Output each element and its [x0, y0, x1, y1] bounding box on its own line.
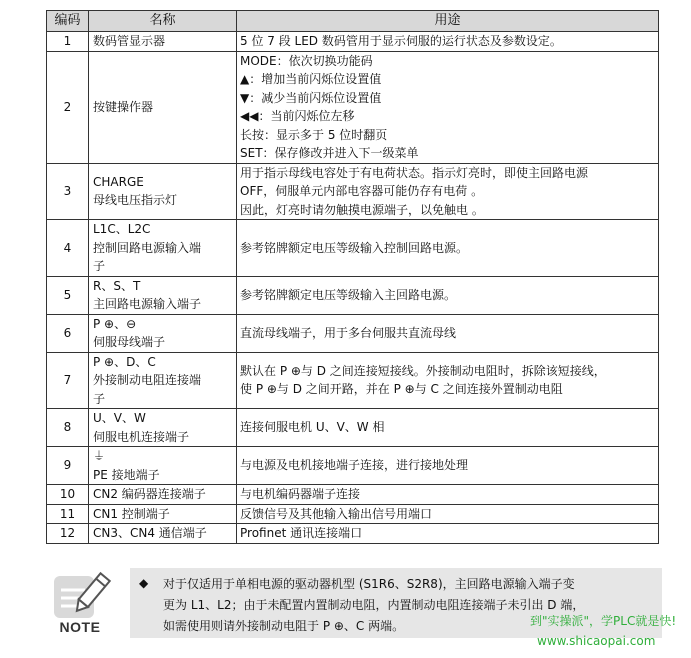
cell-name-line: P ⊕、⊖ — [93, 316, 137, 331]
cell-name-line: 主回路电源输入端子 — [93, 297, 202, 311]
cell-code: 11 — [47, 504, 89, 524]
table-row — [47, 504, 659, 524]
cell-name — [89, 352, 237, 409]
note-line: 如需使用则请外接制动电阻于 P ⊕、C 两端。 — [163, 619, 405, 633]
cell-name-line: 控制回路电源输入端 — [93, 240, 202, 255]
cell-name — [89, 276, 237, 314]
cell-name-line: 伺服电机连接端子 — [93, 429, 190, 444]
cell-usage — [237, 220, 659, 277]
cell-usage-line: ◀◀：当前闪烁位左移 — [240, 109, 355, 123]
table-row — [47, 409, 659, 447]
cell-name-line: 数码管显示器 — [93, 34, 166, 48]
cell-name — [89, 51, 237, 163]
cell-usage — [237, 409, 659, 447]
cell-usage-line: 5 位 7 段 LED 数码管用于显示伺服的运行状态及参数设定。 — [240, 34, 562, 48]
cell-usage-line: ▼：减少当前闪烁位设置值 — [240, 90, 382, 105]
cell-code: 1 — [47, 32, 89, 52]
cell-code: 6 — [47, 314, 89, 352]
cell-usage-line: SET：保存修改并进入下一级菜单 — [240, 146, 419, 160]
cell-name-line: PE 接地端子 — [93, 467, 160, 482]
cell-name-line: CN3、CN4 通信端子 — [93, 526, 207, 540]
table-body — [47, 32, 659, 544]
cell-code: 2 — [47, 51, 89, 163]
cell-code: 7 — [47, 352, 89, 409]
note-line: 更为 L1、L2；由于未配置内置制动电阻，内置制动电阻连接端子未引出 D 端， — [163, 598, 585, 612]
table-row — [47, 163, 659, 220]
cell-code: 4 — [47, 220, 89, 277]
cell-code: 8 — [47, 409, 89, 447]
cell-usage — [237, 32, 659, 52]
table-row — [47, 51, 659, 163]
table-header-row — [47, 11, 659, 32]
cell-name-line: CN1 控制端子 — [93, 506, 170, 521]
cell-code: 10 — [47, 485, 89, 505]
cell-code: 5 — [47, 276, 89, 314]
cell-code: 9 — [47, 447, 89, 485]
note-line: 对于仅适用于单相电源的驱动器机型 (S1R6、S2R8)，主回路电源输入端子变 — [163, 577, 575, 591]
header-usage: 用途 — [237, 11, 659, 32]
cell-name — [89, 524, 237, 544]
cell-usage-line: ▲：增加当前闪烁位设置值 — [240, 72, 382, 86]
cell-name — [89, 504, 237, 524]
cell-usage-line: MODE：依次切换功能码 — [240, 53, 373, 68]
cell-usage — [237, 163, 659, 220]
cell-name-line: 母线电压指示灯 — [93, 193, 178, 208]
table-row — [47, 220, 659, 277]
cell-usage-line: OFF，伺服单元内部电容器可能仍存有电荷 。 — [240, 184, 484, 198]
table-row — [47, 314, 659, 352]
cell-usage-line: 长按：显示多于 5 位时翻页 — [240, 127, 388, 142]
note-label: NOTE — [59, 619, 101, 635]
cell-name-line: ⏚ — [93, 449, 106, 463]
cell-usage — [237, 51, 659, 163]
cell-usage — [237, 447, 659, 485]
table-row — [47, 524, 659, 544]
watermark-url: www.shicaopai.com — [537, 634, 656, 648]
cell-usage-line: 参考铭牌额定电压等级输入控制回路电源。 — [240, 240, 469, 255]
cell-usage-line: 使 P ⊕与 D 之间开路，并在 P ⊕与 C 之间连接外置制动电阻 — [240, 382, 563, 397]
cell-usage-line: 因此，灯亮时请勿触摸电源端子，以免触电 。 — [240, 202, 484, 217]
header-name: 名称 — [89, 11, 237, 32]
cell-usage — [237, 524, 659, 544]
cell-usage — [237, 504, 659, 524]
cell-name — [89, 447, 237, 485]
cell-name-line: 按键操作器 — [93, 99, 154, 114]
cell-name — [89, 32, 237, 52]
cell-name-line: 伺服母线端子 — [93, 335, 166, 349]
cell-usage-line: 直流母线端子，用于多台伺服共直流母线 — [240, 325, 457, 340]
table-row — [47, 352, 659, 409]
cell-usage-line: 反馈信号及其他输入输出信号用端口 — [240, 506, 433, 521]
cell-name — [89, 314, 237, 352]
cell-usage — [237, 352, 659, 409]
cell-name-line: 外接制动电阻连接端 — [93, 373, 202, 387]
cell-code: 12 — [47, 524, 89, 544]
cell-usage-line: 连接伺服电机 U、V、W 相 — [240, 420, 385, 435]
cell-name — [89, 409, 237, 447]
cell-name — [89, 163, 237, 220]
cell-usage-line: 与电机编码器端子连接 — [240, 487, 361, 501]
table-row — [47, 447, 659, 485]
cell-name-line: CN2 编码器连接端子 — [93, 487, 206, 501]
table-row — [47, 32, 659, 52]
terminal-description-table — [46, 10, 659, 544]
cell-name-line: L1C、L2C — [93, 222, 151, 236]
cell-name-line: 子 — [93, 259, 106, 273]
table-row — [47, 276, 659, 314]
cell-name — [89, 485, 237, 505]
cell-usage — [237, 314, 659, 352]
cell-name-line: P ⊕、D、C — [93, 354, 156, 369]
cell-name — [89, 220, 237, 277]
cell-name-line: 子 — [93, 391, 106, 406]
cell-usage — [237, 276, 659, 314]
cell-usage-line: 默认在 P ⊕与 D 之间连接短接线。外接制动电阻时，拆除该短接线， — [240, 363, 606, 378]
cell-name-line: CHARGE — [93, 174, 144, 189]
header-code: 编码 — [47, 11, 89, 32]
cell-name-line: U、V、W — [93, 411, 146, 425]
cell-usage-line: Profinet 通讯连接端口 — [240, 526, 363, 540]
cell-usage-line: 与电源及电机接地端子连接，进行接地处理 — [240, 458, 469, 473]
watermark-slogan: 到"实操派"，学PLC就是快! — [530, 614, 677, 628]
cell-usage-line: 参考铭牌额定电压等级输入主回路电源。 — [240, 287, 457, 302]
cell-usage-line: 用于指示母线电容处于有电荷状态。指示灯亮时，即使主回路电源 — [240, 165, 589, 180]
cell-name-line: R、S、T — [93, 278, 141, 293]
cell-usage — [237, 485, 659, 505]
table-row — [47, 485, 659, 505]
cell-code: 3 — [47, 163, 89, 220]
bullet-diamond-icon: ◆ — [139, 576, 149, 590]
